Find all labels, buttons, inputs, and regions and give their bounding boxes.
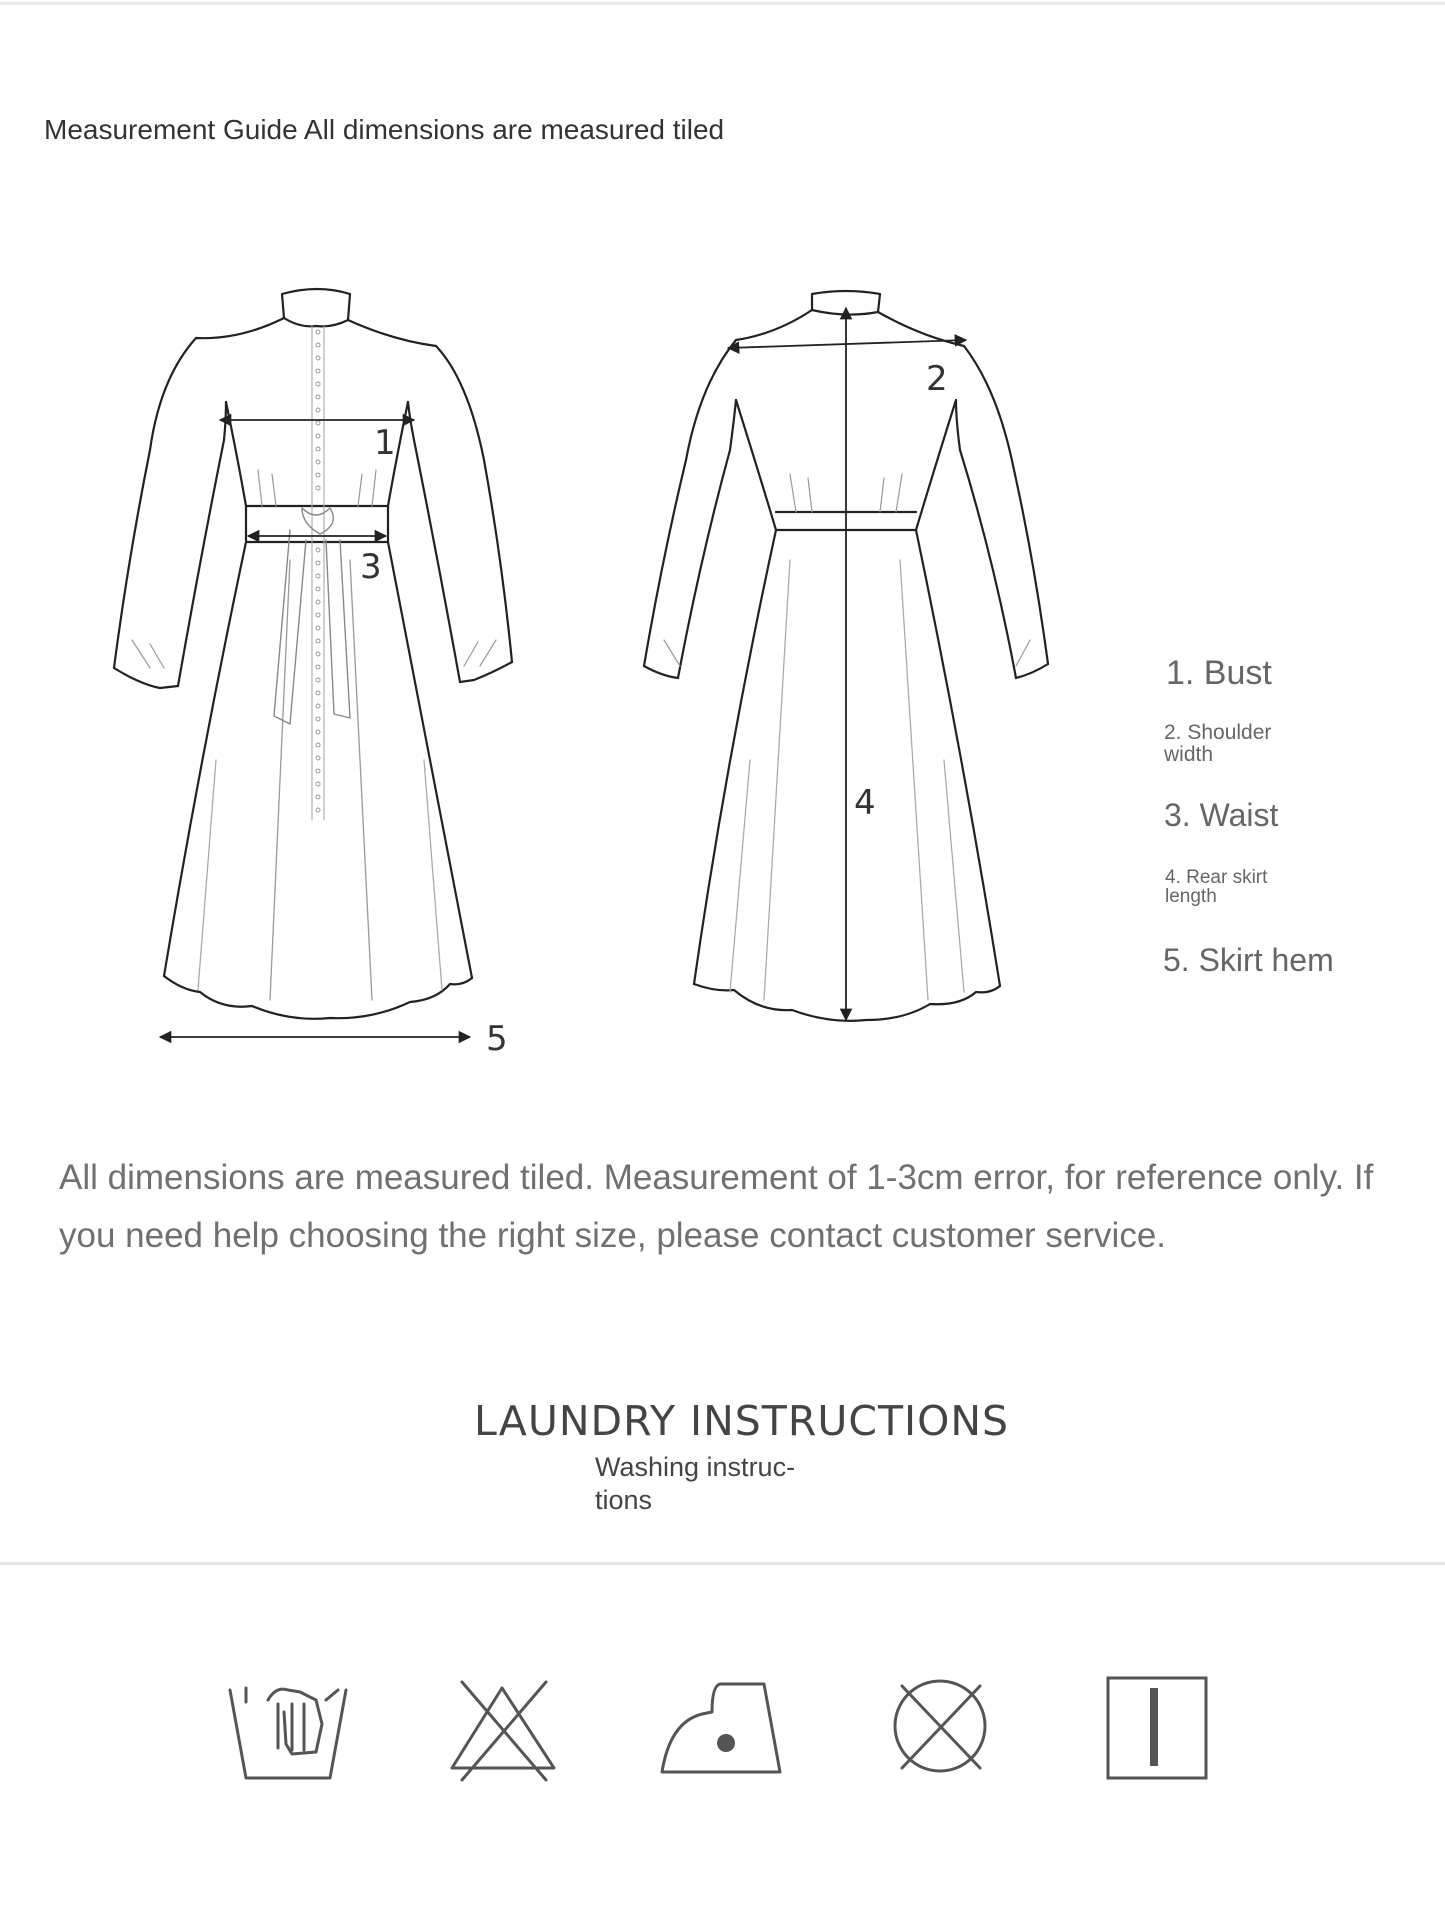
iron-low-heat-icon <box>662 1684 780 1772</box>
laundry-title: LAUNDRY INSTRUCTIONS <box>474 1397 1010 1445</box>
legend-bust: 1. Bust <box>1166 654 1272 692</box>
length-number: 4 <box>854 783 876 823</box>
laundry-subtitle: Washing instruc- tions <box>595 1452 796 1515</box>
do-not-tumble-dry-icon <box>895 1681 985 1771</box>
legend-shoulder-width: 2. Shoulder width <box>1164 721 1272 766</box>
shoulder-number: 2 <box>926 359 948 399</box>
bust-number: 1 <box>374 423 396 463</box>
hand-wash-icon <box>230 1688 346 1778</box>
legend-waist: 3. Waist <box>1164 797 1279 833</box>
line-dry-icon <box>1108 1678 1206 1778</box>
legend-rear-skirt-length: 4. Rear skirt length <box>1165 867 1268 907</box>
hem-number: 5 <box>486 1019 508 1059</box>
measurement-guide-title: Measurement Guide All dimensions are measured tiled <box>44 114 725 145</box>
do-not-bleach-icon <box>452 1682 554 1780</box>
legend-skirt-hem: 5. Skirt hem <box>1163 942 1334 978</box>
measurement-note: All dimensions are measured tiled. Measurement of 1-3cm error, for reference only. If you need help choosing the right size, please contact customer service. <box>59 1158 1374 1255</box>
waist-number: 3 <box>360 547 382 587</box>
